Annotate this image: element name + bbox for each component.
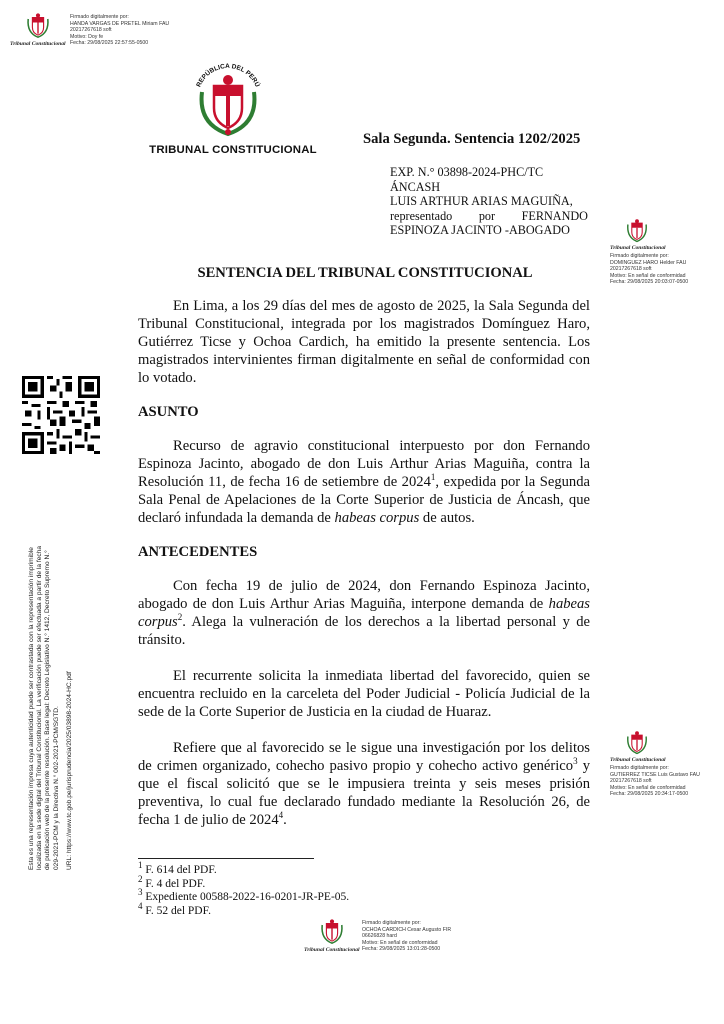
footnote-separator [138,858,314,859]
case-party: representado por FERNANDO [390,208,588,223]
antecedentes-heading: ANTECEDENTES [138,544,258,560]
signature-details: Firmado digitalmente por: GUTIERREZ TICSE Luis Gustavo FAU 20217267618 soft Motivo: En señal de conformidad Fecha: 29/08/2025 20:34:17-0500 [610,765,700,798]
case-party: ESPINOZA JACINTO -ABOGADO [390,223,570,238]
antecedentes-paragraph-1: Con fecha 19 de julio de 2024, don Fernando Espinoza Jacinto, abogado de don Luis Arthur Arias Maguiña, interpone demanda de habeas corpus$^2$. Alega la vulneración de los derechos a la libertad personal y de tránsito. [138,578,590,648]
case-place: ÁNCASH [390,179,441,194]
asunto-paragraph: Recurso de agravio constitucional interpuesto por don Fernando Espinoza Jacinto, abogado de don Luis Arthur Arias Maguiña, contra la Resolución 11, de fecha 16 de setiembre de 2024$^1$, expedida por la Segunda Sala Penal de Apelaciones de la Corte Superior de Justicia de Áncash, que declaró infundada la demanda de habeas corpus de autos. [138,438,590,526]
signature-details: Firmado digitalmente por: DOMINGUEZ HARO Helder FAU 20217267618 soft Motivo: En señal de conformidad Fecha: 29/08/2025 20:03:07-0500 [610,253,689,286]
signature-block-right-1 [608,218,720,288]
footnote: $^2$ F. 4 del PDF. [138,873,206,890]
footnote: $^1$ F. 614 del PDF. [138,860,217,876]
tribunal-logo [148,62,318,162]
signature-block-top-left [8,12,198,52]
expediente-number: EXP. N.° 03898-2024-PHC/TC [390,165,544,179]
svg-text:REPÚBLICA DEL PERÚ: REPÚBLICA DEL PERÚ [195,62,261,89]
document-title: SENTENCIA DEL TRIBUNAL CONSTITUCIONAL [197,265,533,281]
seal-label: Tribunal Constitucional [610,757,666,763]
tribunal-seal-icon [624,730,650,756]
tribunal-seal-icon [624,218,650,244]
logo-caption: TRIBUNAL CONSTITUCIONAL [149,144,317,156]
case-party: LUIS ARTHUR ARIAS MAGUIÑA, [390,194,573,209]
authenticity-side-note: Esta es una representación impresa cuya autenticidad puede ser contrastada con la representación imprimible localizada en la sede digital del Tribunal Constitucional. La verificación puede ser efectuada a partir de la fecha de publicación web de la presente resolución. Base legal: Decreto Legislativo N.° 1412, Decreto Supremo N.° 029-2021-PCM y la Directiva N.° 002-2021-PCM/SGTD. URL: https://www.tc.gob.pe/jurisprudencia/2025/03898-2024-HC.pdf [28,470,98,870]
document-body [138,297,590,829]
footnote: $^4$ F. 52 del PDF. [138,900,211,917]
antecedentes-paragraph-2: El recurrente solicita la inmediata libertad del favorecido, quien se encuentra recluido en la carceleta del Poder Judicial - Policía Judicial de la sede de la Corte Superior de Justicia en la ciudad de Huaraz. [138,668,590,720]
asunto-heading: ASUNTO [138,404,199,420]
intro-paragraph: En Lima, a los 29 días del mes de agosto de 2025, la Sala Segunda del Tribunal Constitucional, integrada por los magistrados Domínguez Haro, Gutiérrez Ticse y Ochoa Cardich, ha emitido la presente sentencia. Los magistrados intervinientes firman digitalmente en señal de conformidad con lo votado. [138,298,590,386]
tribunal-seal-icon [24,12,52,40]
seal-label: Tribunal Constitucional [10,41,66,47]
seal-label: Tribunal Constitucional [304,947,360,953]
qr-code [22,376,100,454]
sala-heading: Sala Segunda. Sentencia 1202/2025 [363,131,581,147]
signature-block-bottom [302,918,502,958]
footnotes [138,860,438,918]
footnote: $^3$ Expediente 00588-2022-16-0201-JR-PE-05. [138,887,350,903]
signature-details: Firmado digitalmente por: OCHOA CARDICH Cesar Augusto FIR 06626828 hard Motivo: En señal de conformidad Fecha: 29/08/2025 13:01:28-0500 [362,920,452,953]
antecedentes-paragraph-3: Refiere que al favorecido se le sigue una investigación por los delitos de crimen organizado, cohecho pasivo propio y cohecho activo genérico$^3$ y que el fiscal solicitó que se le impusiera treinta y seis meses prisión preventiva, lo cual fue declarado fundado mediante la Resolución 26, de fecha 1 de julio de 2024$^4$. [138,740,590,828]
signature-details: Firmado digitalmente por: HANDA VARGAS DE PRETEL Miriam FAU 20217267618 soft Motivo: Doy fe Fecha: 29/08/2025 22:57:55-0500 [70,14,170,47]
seal-label: Tribunal Constitucional [610,245,666,251]
document-url[interactable]: URL: https://www.tc.gob.pe/jurisprudencia/2025/03898-2024-HC.pdf [65,671,73,870]
signature-block-right-2 [608,730,720,802]
peru-coat-of-arms-icon [188,62,268,138]
tribunal-seal-icon [318,918,346,946]
case-header [390,165,588,238]
